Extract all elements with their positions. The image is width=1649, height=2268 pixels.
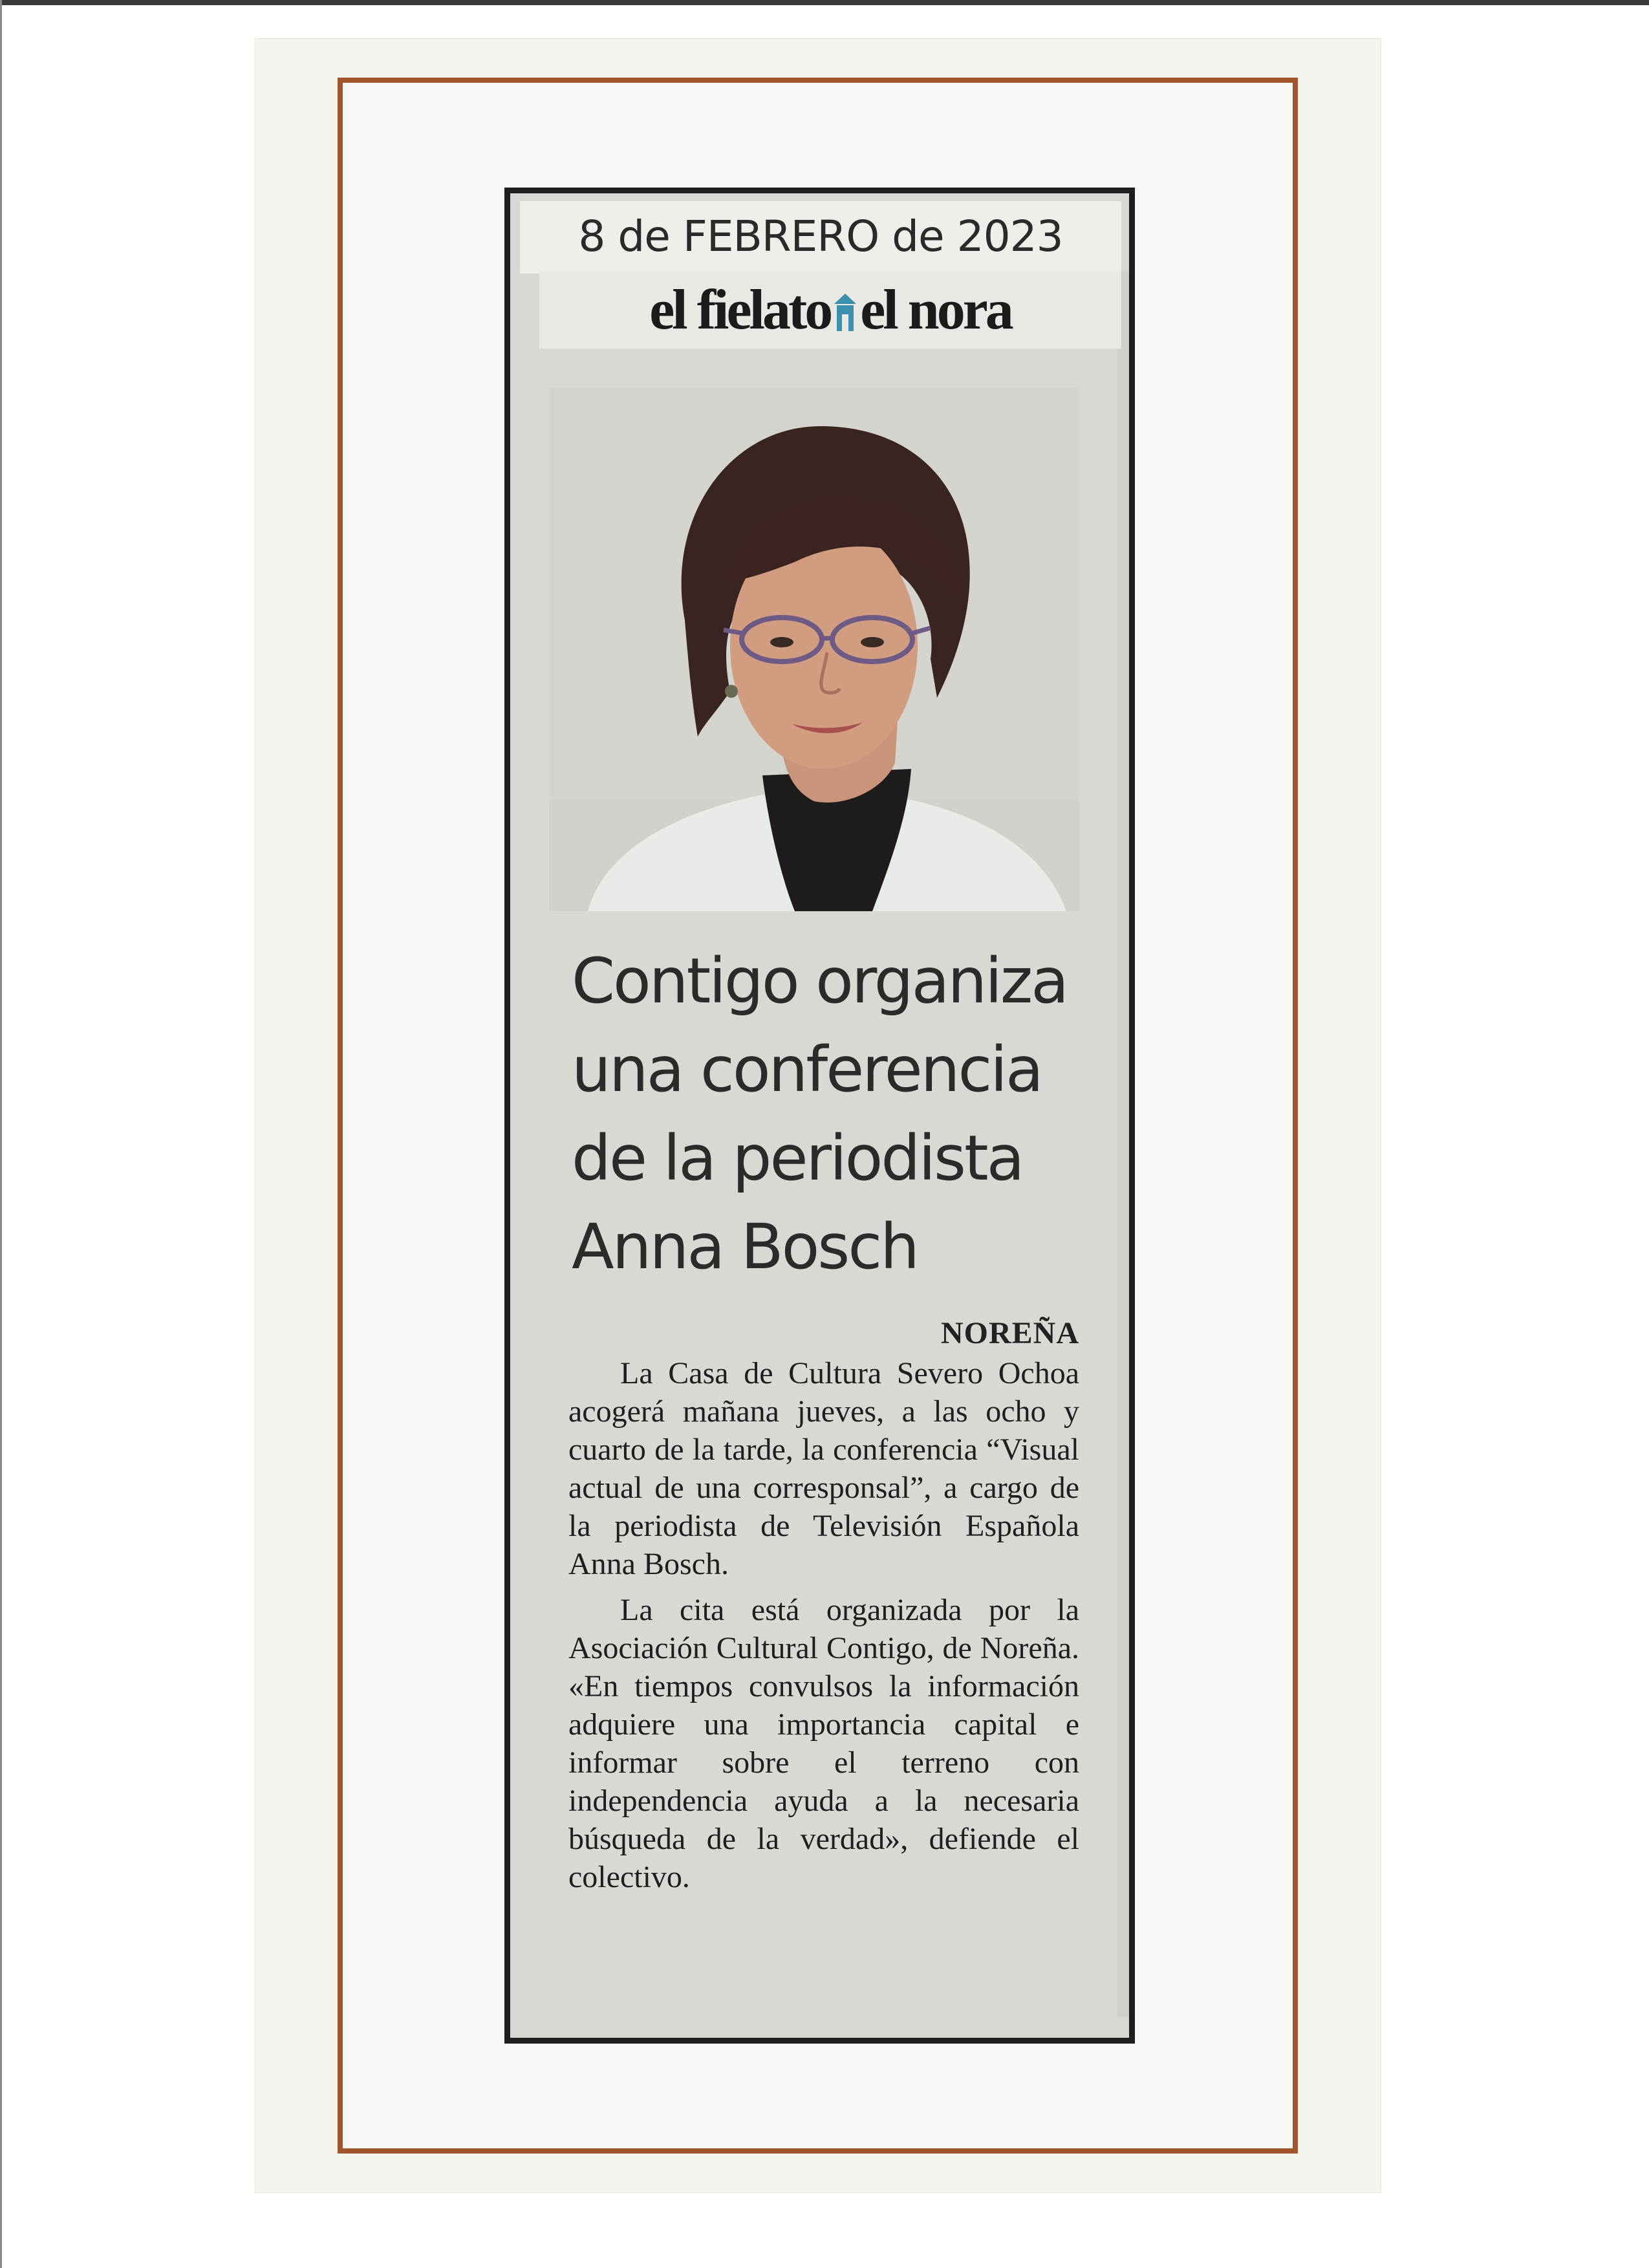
house-icon <box>833 281 857 321</box>
masthead-strip <box>539 271 1121 349</box>
article-paragraph: La Casa de Cultura Severo Ochoa acogerá mañana jueves, a las ocho y cuarto de la tarde, la conferencia “Visual actual de una corresponsal”, a cargo de la periodista de Televisión Española Anna Bosch. <box>568 1356 1079 1581</box>
article-body <box>568 1354 1079 1896</box>
masthead-left: el fielato <box>649 279 831 341</box>
headline-line: Contigo organiza <box>572 945 1068 1017</box>
newspaper-clipping <box>504 188 1135 2044</box>
headline-line: Anna Bosch <box>572 1211 918 1283</box>
portrait-photo <box>549 387 1079 911</box>
date-strip <box>520 201 1121 274</box>
scan-shadow <box>1117 271 1129 2017</box>
newspaper-masthead <box>539 277 1121 343</box>
scan-edge <box>0 0 2 2268</box>
scan-edge <box>0 0 1649 5</box>
publication-date: 8 de FEBRERO de 2023 <box>578 211 1063 261</box>
headline-line: de la periodista <box>572 1122 1023 1194</box>
dateline-location: NOREÑA <box>940 1316 1079 1350</box>
article-paragraph: La cita está organizada por la Asociación Cultural Contigo, de Noreña. «En tiempos convulsos la información adquiere una importancia capital e informar sobre el terreno con independencia ayuda a la necesaria búsqueda de la verdad», defiende el colectivo. <box>568 1593 1079 1894</box>
masthead-right: el nora <box>860 279 1011 341</box>
article-headline <box>572 937 1102 1291</box>
headline-line: una conferencia <box>572 1033 1042 1106</box>
